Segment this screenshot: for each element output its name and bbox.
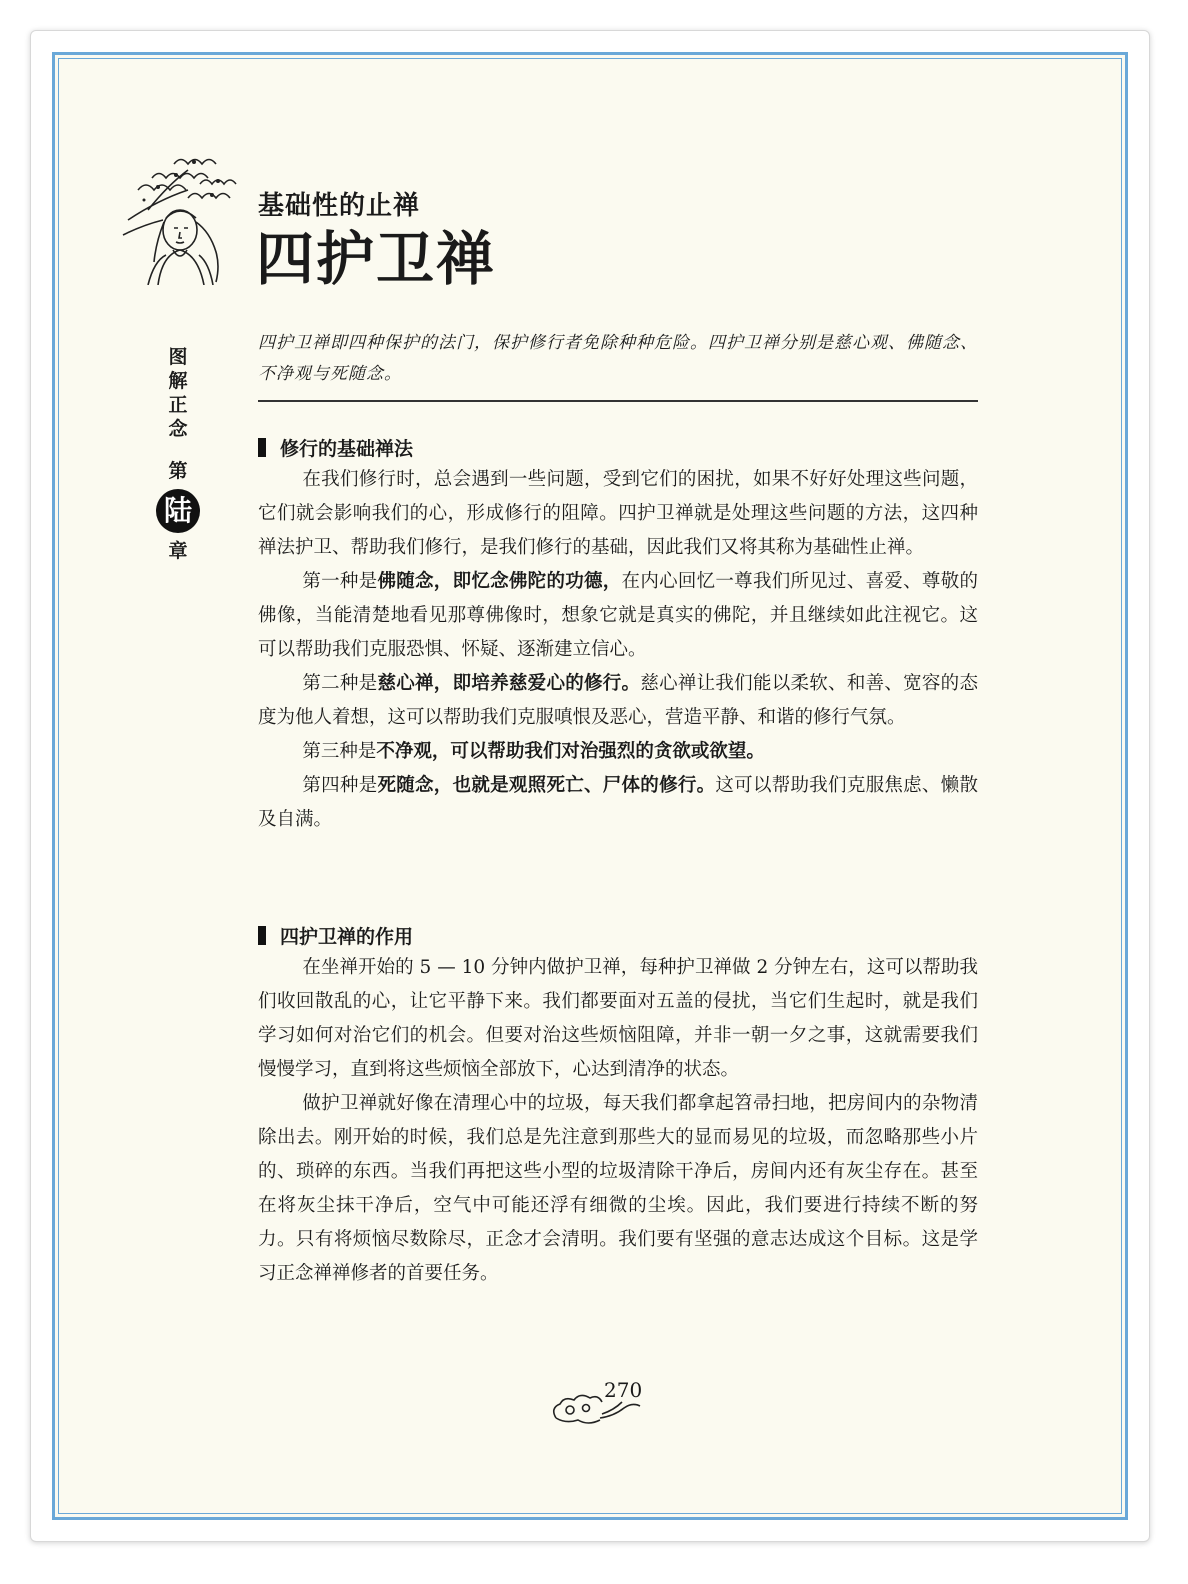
heading-bar-icon [258,926,266,945]
section-subtitle: 基础性的止禅 [258,191,421,221]
monk-portrait-icon [118,150,248,285]
chapter-suffix: 章 [168,540,188,562]
page-number: 270 [604,1378,643,1402]
chapter-number-badge: 陆 [156,489,200,533]
section-body [258,951,978,1291]
section-heading-text: 修行的基础禅法 [280,438,414,460]
section-heading-text: 四护卫禅的作用 [280,926,414,948]
cloud-ornament-icon [548,1392,644,1428]
sidebar-char: 念 [168,418,188,440]
sidebar-char: 图 [168,346,188,368]
paragraph: 第一种是佛随念，即忆念佛陀的功德，在内心回忆一尊我们所见过、喜爱、尊敬的佛像，当能清楚地看见那尊佛像时，想象它就是真实的佛陀，并且继续如此注视它。这可以帮助我们克服恐惧、怀疑、逐渐建立信心。 [258,571,978,660]
chapter-sidebar [158,345,198,563]
heading-bar-icon [258,438,266,457]
paragraph: 做护卫禅就好像在清理心中的垃圾，每天我们都拿起笤帚扫地，把房间内的杂物清除出去。刚开始的时候，我们总是先注意到那些大的显而易见的垃圾，而忽略那些小片的、琐碎的东西。当我们再把这些小型的垃圾清除干净后，房间内还有灰尘存在。甚至在将灰尘抹干净后，空气中可能还浮有细微的尘埃。因此，我们要进行持续不断的努力。只有将烦恼尽数除尽，正念才会清明。我们要有坚强的意志达成这个目标。这是学习正念禅禅修者的首要任务。 [258,1093,978,1284]
paragraph: 第二种是慈心禅，即培养慈爱心的修行。慈心禅让我们能以柔软、和善、宽容的态度为他人着想，这可以帮助我们克服嗔恨及恶心，营造平静、和谐的修行气氛。 [258,673,978,728]
page-title: 四护卫禅 [256,225,497,293]
sidebar-char: 解 [168,370,188,392]
sidebar-char: 正 [168,394,188,416]
paragraph: 第三种是不净观，可以帮助我们对治强烈的贪欲或欲望。 [302,741,765,762]
section-body [258,463,978,837]
intro-text: 四护卫禅即四种保护的法门，保护修行者免除种种危险。四护卫禅分别是慈心观、佛随念、不净观与死随念。 [258,333,978,384]
section-heading [258,922,413,949]
paragraph: 第四种是死随念，也就是观照死亡、尸体的修行。这可以帮助我们克服焦虑、懒散及自满。 [258,775,978,830]
chapter-prefix: 第 [168,460,188,482]
paragraph: 在我们修行时，总会遇到一些问题，受到它们的困扰，如果不好好处理这些问题，它们就会影响我们的心，形成修行的阻障。四护卫禅就是处理这些问题的方法，这四种禅法护卫、帮助我们修行，是我们修行的基础，因此我们又将其称为基础性止禅。 [258,469,978,558]
paragraph: 在坐禅开始的 5 — 10 分钟内做护卫禅，每种护卫禅做 2 分钟左右，这可以帮助我们收回散乱的心，让它平静下来。我们都要面对五盖的侵扰，当它们生起时，就是我们学习如何对治它们的机会。但要对治这些烦恼阻障，并非一朝一夕之事，这就需要我们慢慢学习，直到将这些烦恼全部放下，心达到清净的状态。 [258,957,978,1080]
section-heading [258,434,413,461]
divider [258,400,978,402]
